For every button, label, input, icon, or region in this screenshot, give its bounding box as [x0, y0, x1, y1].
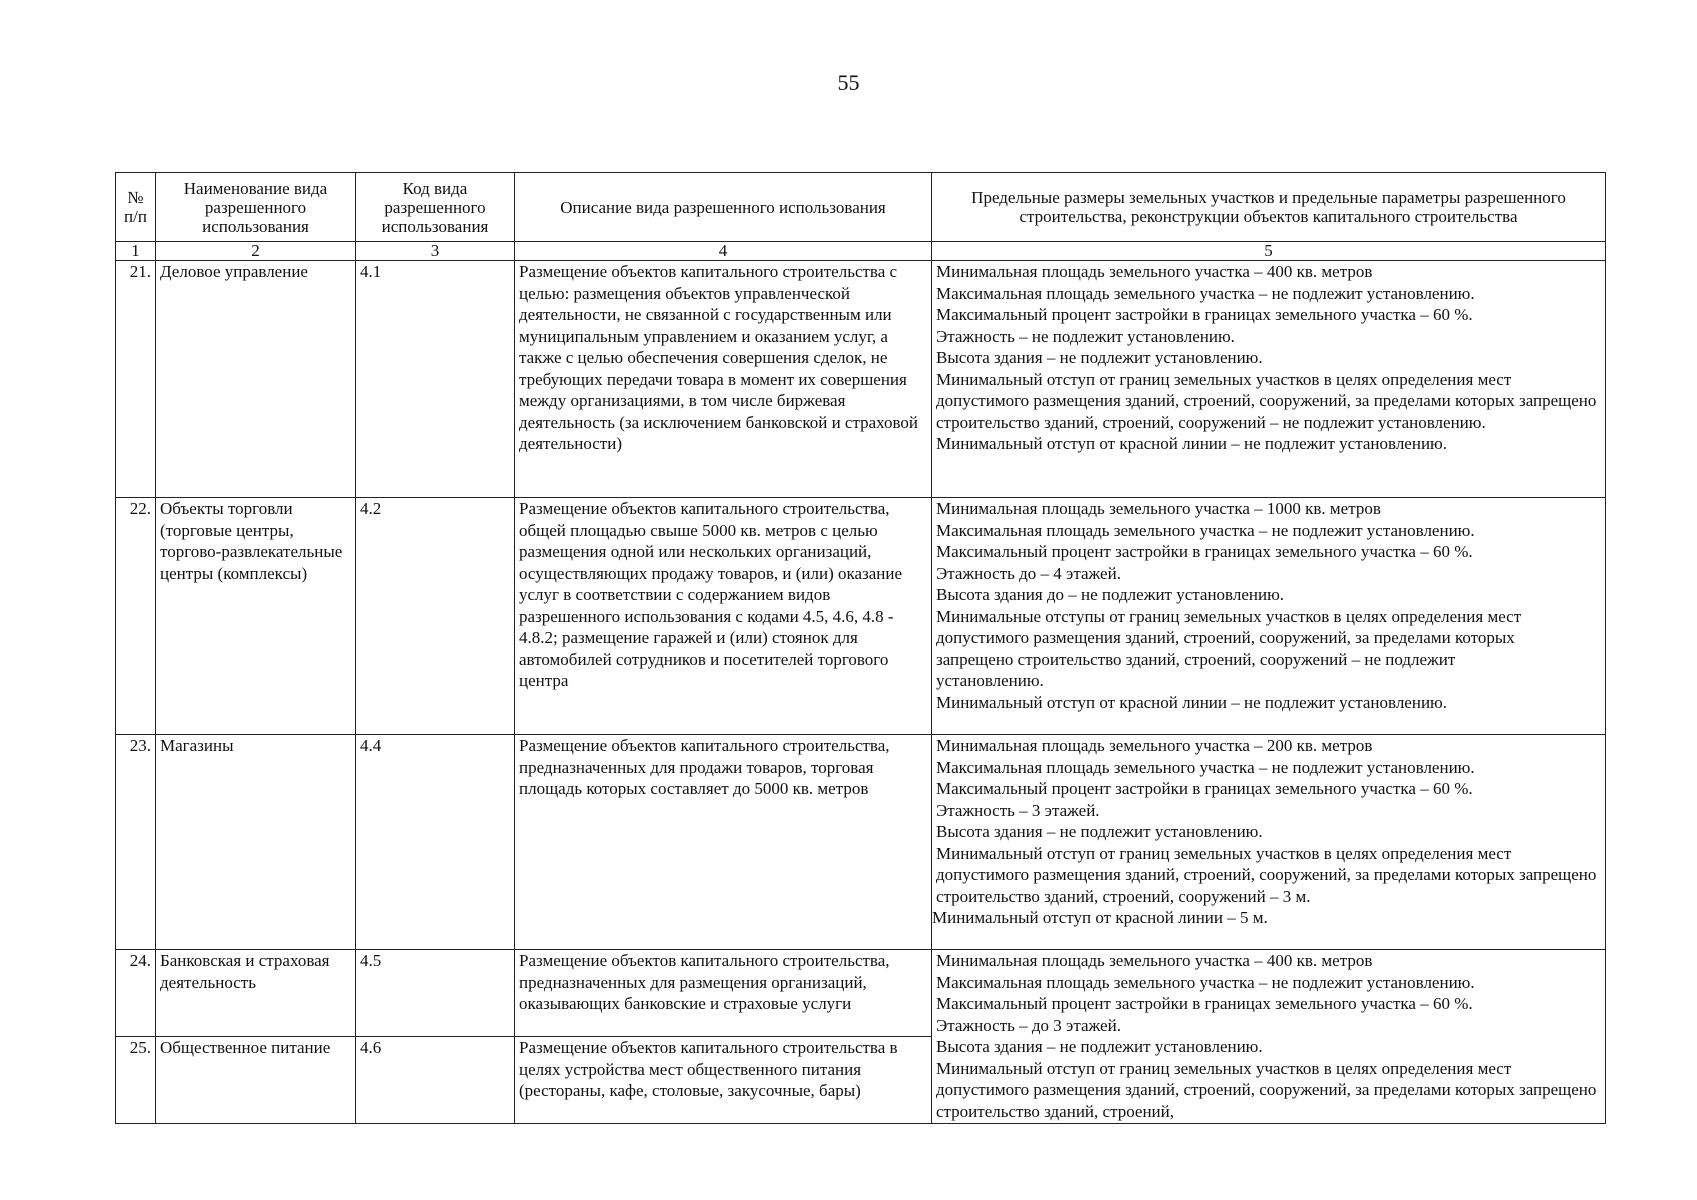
header-num: № п/п [116, 173, 156, 242]
param-line: Максимальная площадь земельного участка – не подлежит установлению. [936, 972, 1475, 992]
use-code: 4.1 [356, 261, 515, 498]
param-line: Этажность до – 4 этажей. [936, 563, 1121, 583]
row-number: 22. [116, 498, 156, 735]
use-name: Магазины [156, 735, 356, 950]
column-number: 1 [116, 242, 156, 261]
column-number: 2 [156, 242, 356, 261]
table-row [116, 498, 1606, 735]
use-name: Общественное питание [156, 1037, 356, 1124]
column-number: 5 [932, 242, 1606, 261]
use-name: Объекты торговли (торговые центры, торгово-развлекательные центры (комплексы) [156, 498, 356, 735]
header-description: Описание вида разрешенного использования [515, 173, 932, 242]
param-line: Минимальный отступ от границ земельных участков в целях определения мест допустимого размещения зданий, строений, сооружений, за пределами которых запрещено строительство зданий, строений, [936, 1058, 1597, 1121]
row-number: 24. [116, 950, 156, 1037]
param-line: Этажность – не подлежит установлению. [936, 326, 1235, 346]
use-description: Размещение объектов капитального строительства, предназначенных для продажи товаров, торговая площадь которых составляет до 5000 кв. метров [515, 735, 932, 950]
land-use-table [115, 172, 1606, 1124]
param-line: Максимальный процент застройки в границах земельного участка – 60 %. [936, 305, 1473, 324]
param-line: Минимальный отступ от красной линии – не подлежит установлению. [936, 434, 1447, 453]
param-line: Минимальные отступы от границ земельных участков в целях определения мест допустимого размещения зданий, строений, сооружений, за пределами которых запрещено строительство зданий, строений, сооружений – не подлежит установлению. [936, 606, 1522, 690]
param-line: Максимальный процент застройки в границах земельного участка – 60 %. [936, 994, 1473, 1013]
use-params [932, 261, 1606, 498]
use-code: 4.4 [356, 735, 515, 950]
table-header-row [116, 173, 1606, 242]
param-line: Этажность – до 3 этажей. [936, 1015, 1121, 1035]
column-number-row [116, 242, 1606, 261]
param-line: Минимальная площадь земельного участка – 1000 кв. метров [936, 499, 1381, 518]
param-line: Максимальная площадь земельного участка – не подлежит установлению. [936, 757, 1475, 777]
page-number: 55 [837, 70, 860, 95]
use-description: Размещение объектов капитального строительства с целью: размещения объектов управленческой деятельности, не связанной с государственным или муниципальным управлением и оказанием услуг, а также с целью обеспечения совершения сделок, не требующих передачи товара в момент их совершения между организациями, в том числе биржевая деятельность (за исключением банковской и страховой деятельности) [515, 261, 932, 498]
param-line: Минимальный отступ от красной линии – 5 м. [932, 908, 1268, 927]
use-params [932, 950, 1606, 1124]
param-line: Минимальная площадь земельного участка – 400 кв. метров [936, 951, 1373, 970]
use-description: Размещение объектов капитального строительства, предназначенных для размещения организаций, оказывающих банковские и страховые услуги [515, 950, 932, 1037]
use-code: 4.6 [356, 1037, 515, 1124]
use-name: Банковская и страховая деятельность [156, 950, 356, 1037]
param-line: Высота здания – не подлежит установлению. [936, 1037, 1263, 1056]
param-line: Максимальный процент застройки в границах земельного участка – 60 %. [936, 779, 1473, 798]
header-params: Предельные размеры земельных участков и предельные параметры разрешенного строительства, реконструкции объектов капитального строительства [932, 173, 1606, 242]
use-description: Размещение объектов капитального строительства, общей площадью свыше 5000 кв. метров с целью размещения одной или нескольких организаций, осуществляющих продажу товаров, и (или) оказание услуг в соответствии с содержанием видов разрешенного использования с кодами 4.5, 4.6, 4.8 - 4.8.2; размещение гаражей и (или) стоянок для автомобилей сотрудников и посетителей торгового центра [515, 498, 932, 735]
column-number: 4 [515, 242, 932, 261]
table-row [116, 950, 1606, 1037]
row-number: 23. [116, 735, 156, 950]
param-line: Высота здания до – не подлежит установлению. [936, 585, 1285, 604]
param-line: Минимальная площадь земельного участка – 200 кв. метров [936, 736, 1373, 755]
use-code: 4.2 [356, 498, 515, 735]
use-code: 4.5 [356, 950, 515, 1037]
use-params [932, 735, 1606, 950]
param-line: Высота здания – не подлежит установлению. [936, 348, 1263, 367]
use-description: Размещение объектов капитального строительства в целях устройства мест общественного питания (рестораны, кафе, столовые, закусочные, бары) [515, 1037, 932, 1124]
column-number: 3 [356, 242, 515, 261]
param-line: Минимальная площадь земельного участка – 400 кв. метров [936, 262, 1373, 281]
use-params [932, 498, 1606, 735]
param-line: Максимальный процент застройки в границах земельного участка – 60 %. [936, 542, 1473, 561]
param-line: Минимальный отступ от границ земельных участков в целях определения мест допустимого размещения зданий, строений, сооружений, за пределами которых запрещено строительство зданий, строений, сооружений – не подлежит установлению. [936, 369, 1597, 432]
param-line: Минимальный отступ от границ земельных участков в целях определения мест допустимого размещения зданий, строений, сооружений, за пределами которых запрещено строительство зданий, строений, сооружений – 3 м. [936, 843, 1597, 906]
param-line: Максимальная площадь земельного участка – не подлежит установлению. [936, 283, 1475, 303]
param-line: Максимальная площадь земельного участка – не подлежит установлению. [936, 520, 1475, 540]
table-row [116, 735, 1606, 950]
table-row [116, 261, 1606, 498]
row-number: 21. [116, 261, 156, 498]
header-name: Наименование вида разрешенного использования [156, 173, 356, 242]
header-code: Код вида разрешенного использования [356, 173, 515, 242]
param-line: Минимальный отступ от красной линии – не подлежит установлению. [936, 692, 1447, 712]
row-number: 25. [116, 1037, 156, 1124]
use-name: Деловое управление [156, 261, 356, 498]
param-line: Высота здания – не подлежит установлению. [936, 822, 1263, 841]
param-line: Этажность – 3 этажей. [936, 800, 1100, 820]
